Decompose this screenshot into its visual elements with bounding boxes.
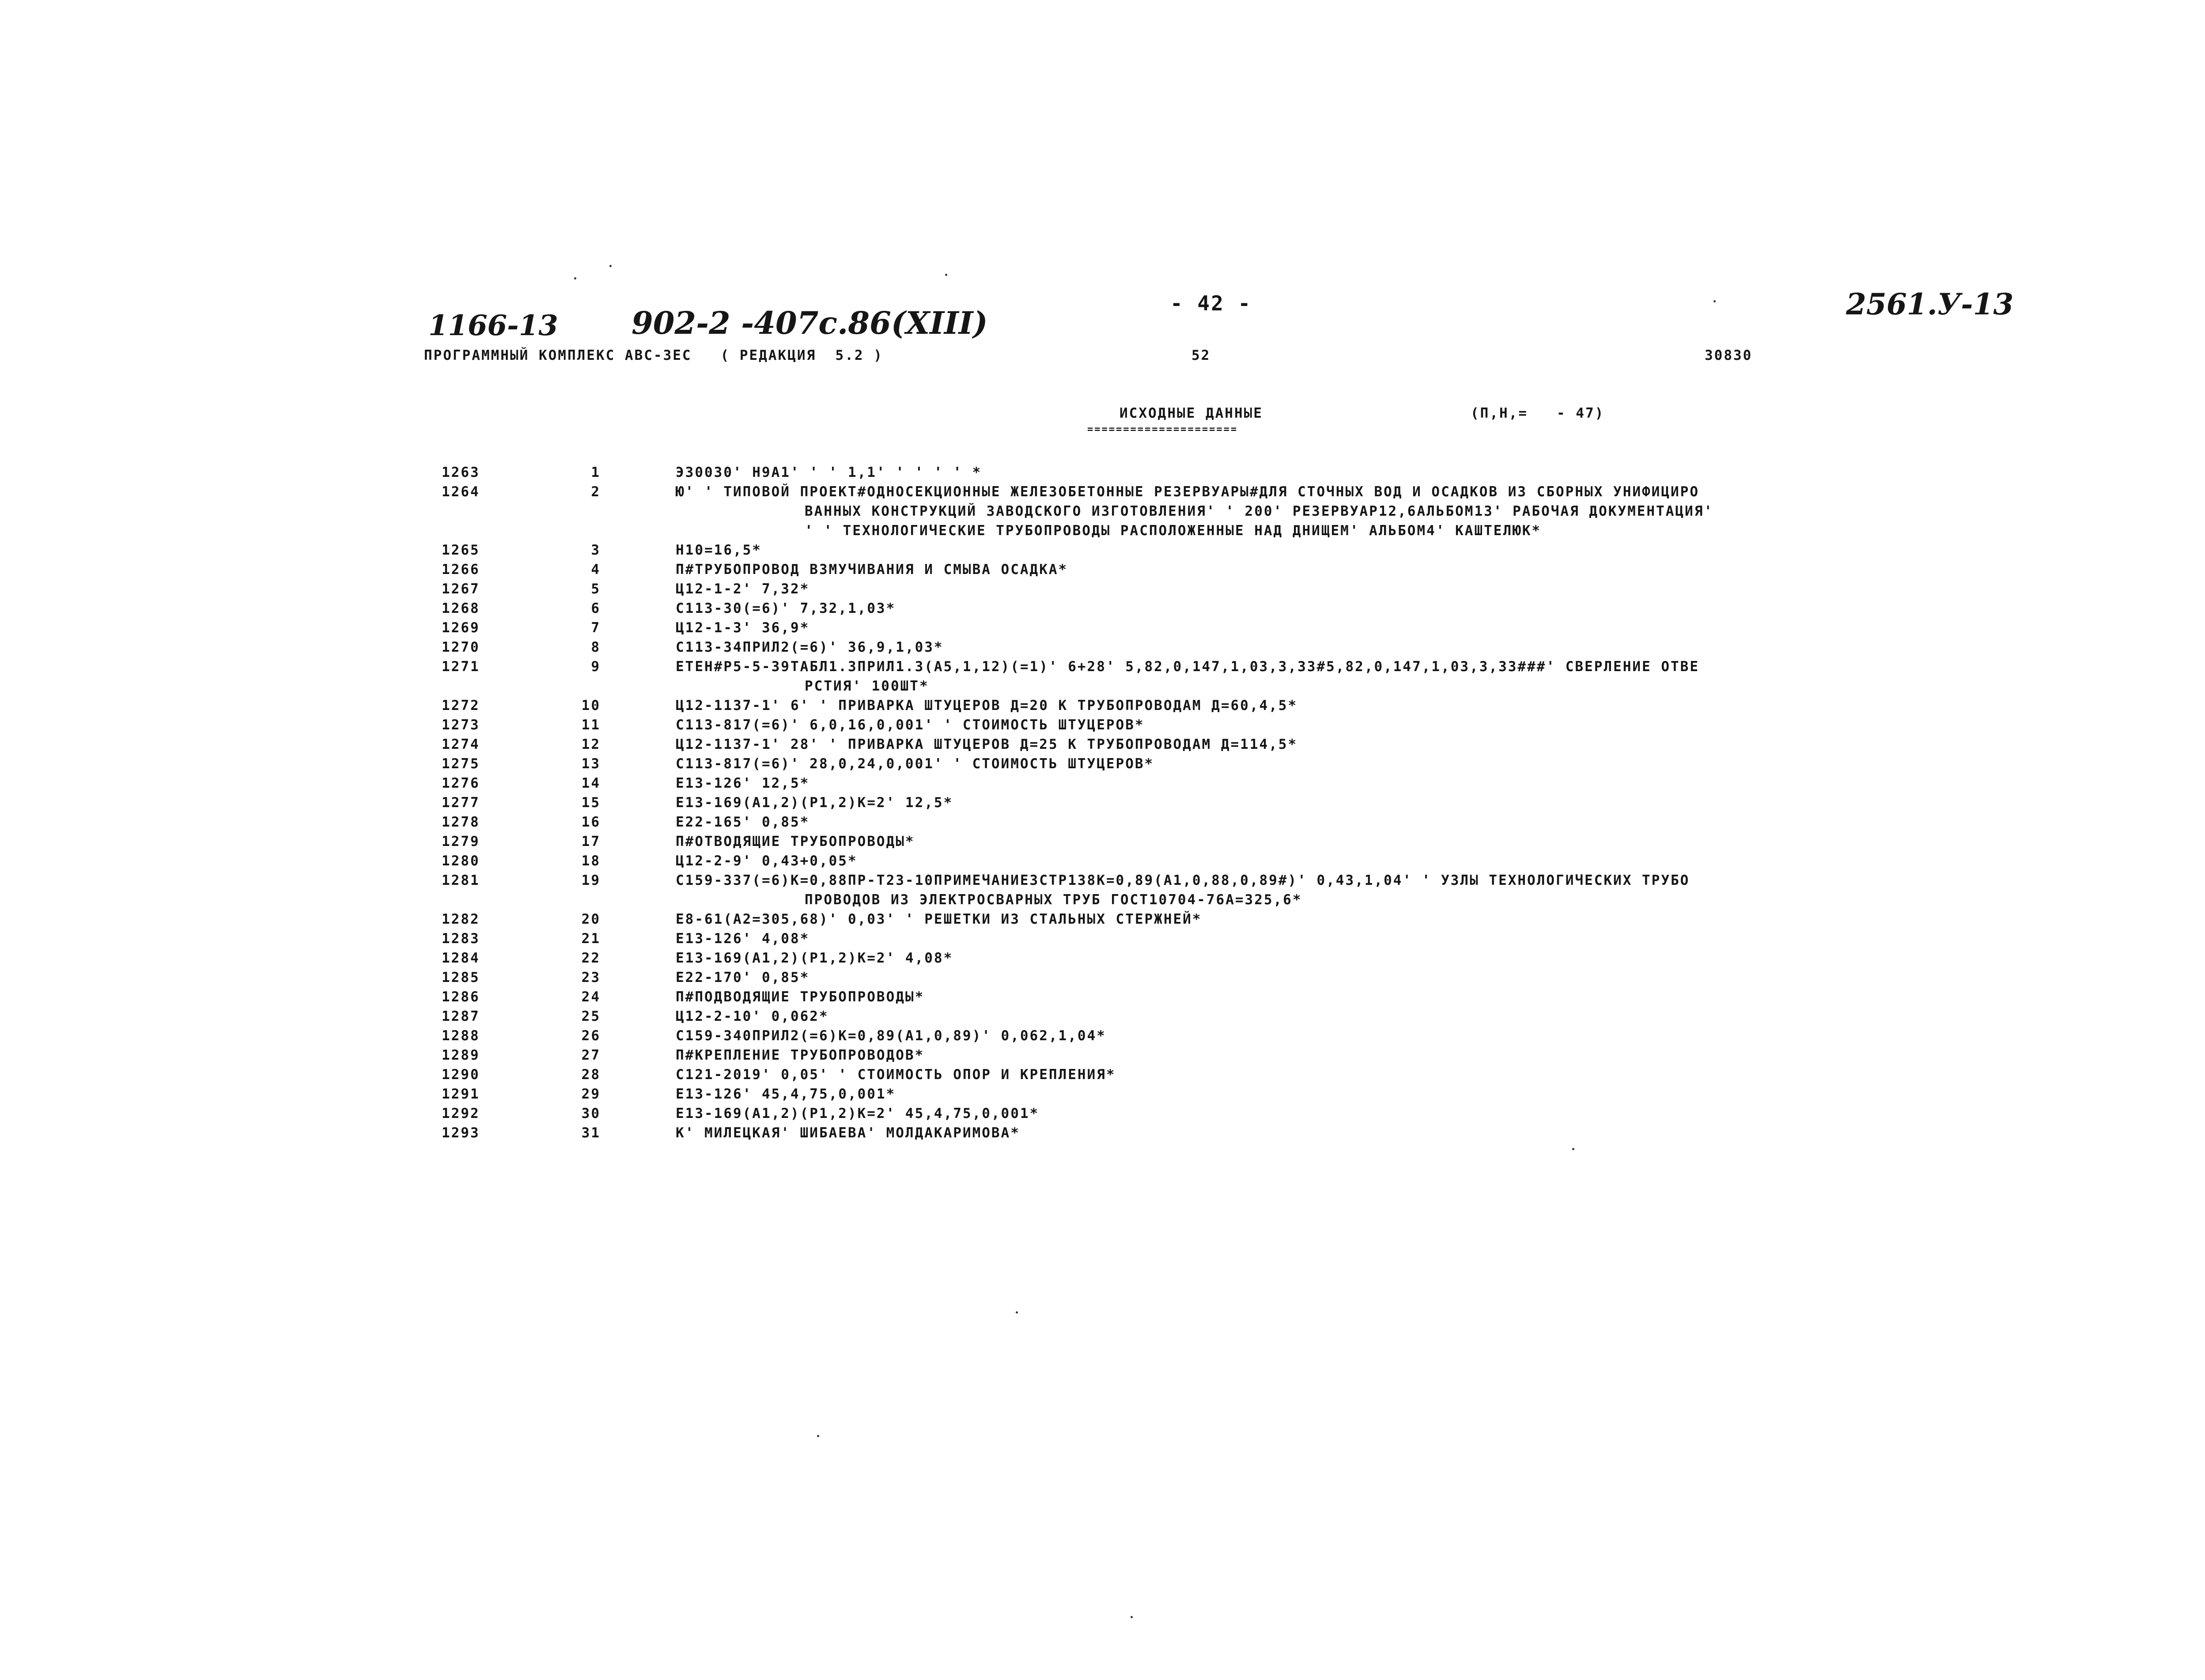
statement-number: 14 [581, 775, 601, 791]
line-number: 1274 [442, 736, 480, 752]
scan-speck [609, 265, 612, 267]
statement-number: 27 [581, 1047, 601, 1063]
line-number: 1264 [442, 484, 480, 500]
handwritten-sheet-number-right: 2561.У-13 [1846, 287, 2014, 321]
statement-text: Е22-165' 0,85* [676, 814, 810, 830]
line-number: 1271 [442, 659, 480, 675]
line-number: 1280 [442, 853, 480, 869]
listing-row [0, 774, 2205, 793]
statement-number: 21 [581, 931, 601, 947]
listing-row [0, 1007, 2205, 1026]
listing-row [0, 929, 2205, 948]
line-number: 1275 [442, 756, 480, 772]
scan-speck [817, 1435, 819, 1437]
statement-text: С113-817(=6)' 28,0,24,0,001' ' СТОИМОСТЬ ШТУЦЕРОВ* [676, 756, 1154, 772]
statement-text: Е8-61(А2=305,68)' 0,03' ' РЕШЕТКИ ИЗ СТАЛЬНЫХ СТЕРЖНЕЙ* [676, 911, 1202, 927]
line-number: 1267 [442, 581, 480, 597]
statement-number: 9 [591, 659, 601, 675]
statement-number: 7 [591, 620, 601, 636]
listing-row [0, 793, 2205, 812]
listing-row [0, 851, 2205, 871]
line-number: 1272 [442, 698, 480, 714]
statement-text: Э30030' Н9А1' ' ' 1,1' ' ' ' ' * [676, 464, 982, 480]
statement-number: 30 [581, 1106, 601, 1121]
line-number: 1286 [442, 989, 480, 1005]
line-number: 1289 [442, 1047, 480, 1063]
statement-text: РСТИЯ' 100ШТ* [805, 678, 929, 694]
statement-number: 5 [591, 581, 601, 597]
statement-number: 1 [591, 464, 601, 480]
scan-speck [1713, 300, 1716, 302]
statement-text: Ц12-2-10' 0,062* [676, 1008, 829, 1024]
listing-row [0, 968, 2205, 987]
listing-row [0, 560, 2205, 579]
listing-row [0, 599, 2205, 618]
line-number: 1268 [442, 600, 480, 616]
statement-text: П#КРЕПЛЕНИЕ ТРУБОПРОВОДОВ* [676, 1047, 925, 1063]
statement-number: 17 [581, 834, 601, 849]
statement-text: Н10=16,5* [676, 542, 762, 558]
statement-text: Е13-169(А1,2)(Р1,2)К=2' 4,08* [676, 950, 953, 966]
statement-number: 24 [581, 989, 601, 1005]
listing-row [0, 987, 2205, 1007]
statement-number: 11 [581, 717, 601, 733]
line-number: 1278 [442, 814, 480, 830]
listing-row [0, 1046, 2205, 1065]
statement-text: Е13-126' 4,08* [676, 931, 810, 947]
line-number: 1263 [442, 464, 480, 480]
statement-text: Е13-126' 45,4,75,0,001* [676, 1086, 896, 1102]
statement-text: ' ' ТЕХНОЛОГИЧЕСКИЕ ТРУБОПРОВОДЫ РАСПОЛОЖЕННЫЕ НАД ДНИЩЕМ' АЛЬБОМ4' КАШТЕЛЮК* [805, 523, 1542, 539]
line-number: 1269 [442, 620, 480, 636]
line-number: 1284 [442, 950, 480, 966]
section-title: ИСХОДНЫЕ ДАННЫЕ [1120, 405, 1263, 421]
statement-number: 2 [591, 484, 601, 500]
line-number: 1288 [442, 1028, 480, 1044]
statement-number: 29 [581, 1086, 601, 1102]
line-number: 1273 [442, 717, 480, 733]
statement-text: С121-2019' 0,05' ' СТОИМОСТЬ ОПОР И КРЕПЛЕНИЯ* [676, 1067, 1116, 1083]
line-number: 1282 [442, 911, 480, 927]
handwritten-project-code: 902-2 -407с.86(XIII) [632, 305, 988, 341]
listing-row [0, 735, 2205, 754]
listing-continuation-row [0, 521, 2205, 540]
statement-number: 26 [581, 1028, 601, 1044]
statement-text: Ю' ' ТИПОВОЙ ПРОЕКТ#ОДНОСЕКЦИОННЫЕ ЖЕЛЕЗОБЕТОННЫЕ РЕЗЕРВУАРЫ#ДЛЯ СТОЧНЫХ ВОД И ОСАДКОВ ИЗ СБОРНЫХ УНИФИЦИРО [676, 484, 1700, 500]
listing-row [0, 754, 2205, 774]
statement-number: 19 [581, 872, 601, 888]
handwritten-sheet-number-left: 1166-13 [428, 309, 558, 342]
listing-row [0, 638, 2205, 657]
statement-text: Ц12-1137-1' 6' ' ПРИВАРКА ШТУЦЕРОВ Д=20 К ТРУБОПРОВОДАМ Д=60,4,5* [676, 698, 1298, 714]
statement-number: 18 [581, 853, 601, 869]
statement-number: 22 [581, 950, 601, 966]
line-number: 1291 [442, 1086, 480, 1102]
line-number: 1285 [442, 970, 480, 985]
statement-text: С113-34ПРИЛ2(=6)' 36,9,1,03* [676, 639, 944, 655]
program-line: ПРОГРАММНЫЙ КОМПЛЕКС АВС-ЗЕС ( РЕДАКЦИЯ 5.2 ) [424, 347, 883, 363]
page-number: - 42 - [1170, 291, 1252, 315]
line-number: 1279 [442, 834, 480, 849]
listing-continuation-row [0, 890, 2205, 910]
listing-row [0, 1026, 2205, 1046]
statement-number: 8 [591, 639, 601, 655]
statement-number: 12 [581, 736, 601, 752]
statement-text: С159-340ПРИЛ2(=6)К=0,89(А1,0,89)' 0,062,1,04* [676, 1028, 1106, 1044]
listing-row [0, 579, 2205, 599]
listing-row [0, 540, 2205, 560]
listing-row [0, 618, 2205, 638]
program-id: 30830 [1705, 347, 1753, 363]
listing-row [0, 1123, 2205, 1143]
section-reference: (П,Н,= - 47) [1471, 405, 1605, 421]
line-number: 1266 [442, 562, 480, 578]
statement-text: ПРОВОДОВ ИЗ ЭЛЕКТРОСВАРНЫХ ТРУБ ГОСТ10704-76А=325,6* [805, 892, 1302, 908]
statement-text: П#ПОДВОДЯЩИЕ ТРУБОПРОВОДЫ* [676, 989, 925, 1005]
statement-text: Ц12-1-2' 7,32* [676, 581, 810, 597]
statement-text: П#ОТВОДЯЩИЕ ТРУБОПРОВОДЫ* [676, 834, 915, 849]
section-title-underline: ===================== [1087, 424, 1238, 435]
line-number: 1293 [442, 1125, 480, 1141]
listing-row [0, 1084, 2205, 1104]
line-number: 1287 [442, 1008, 480, 1024]
statement-number: 28 [581, 1067, 601, 1083]
listing-row [0, 696, 2205, 715]
statement-number: 6 [591, 600, 601, 616]
statement-number: 31 [581, 1125, 601, 1141]
listing-row [0, 482, 2205, 502]
scan-speck [1016, 1311, 1018, 1314]
statement-number: 16 [581, 814, 601, 830]
scan-speck [945, 274, 947, 276]
listing-row [0, 1065, 2205, 1084]
statement-text: С113-817(=6)' 6,0,16,0,001' ' СТОИМОСТЬ ШТУЦЕРОВ* [676, 717, 1145, 733]
line-number: 1276 [442, 775, 480, 791]
line-number: 1281 [442, 872, 480, 888]
listing-row [0, 463, 2205, 482]
statement-number: 10 [581, 698, 601, 714]
scan-speck [574, 277, 576, 279]
listing-row [0, 871, 2205, 890]
line-number: 1265 [442, 542, 480, 558]
listing-continuation-row [0, 502, 2205, 521]
statement-text: Е13-169(А1,2)(Р1,2)К=2' 45,4,75,0,001* [676, 1106, 1040, 1121]
statement-number: 3 [591, 542, 601, 558]
statement-number: 25 [581, 1008, 601, 1024]
statement-text: Ц12-1-3' 36,9* [676, 620, 810, 636]
statement-text: ЕТЕН#Р5-5-39ТАБЛ1.3ПРИЛ1.3(А5,1,12)(=1)' 6+28' 5,82,0,147,1,03,3,33#5,82,0,147,1,03,3,33###' СВЕРЛЕНИЕ ОТВЕ [676, 659, 1700, 675]
statement-text: Е22-170' 0,85* [676, 970, 810, 985]
statement-text: С113-30(=6)' 7,32,1,03* [676, 600, 896, 616]
scan-speck [1572, 1148, 1574, 1150]
statement-text: Ц12-1137-1' 28' ' ПРИВАРКА ШТУЦЕРОВ Д=25 К ТРУБОПРОВОДАМ Д=114,5* [676, 736, 1298, 752]
listing-row [0, 948, 2205, 968]
statement-number: 20 [581, 911, 601, 927]
line-number: 1270 [442, 639, 480, 655]
statement-text: Ц12-2-9' 0,43+0,05* [676, 853, 858, 869]
statement-text: Е13-169(А1,2)(Р1,2)К=2' 12,5* [676, 795, 953, 811]
input-data-listing [0, 463, 2205, 1143]
line-number: 1290 [442, 1067, 480, 1083]
statement-number: 4 [591, 562, 601, 578]
statement-text: ВАННЫХ КОНСТРУКЦИЙ ЗАВОДСКОГО ИЗГОТОВЛЕНИЯ' ' 200' РЕЗЕРВУАР12,6АЛЬБОМ13' РАБОЧАЯ ДОКУМЕНТАЦИЯ' [805, 503, 1714, 519]
line-number: 1292 [442, 1106, 480, 1121]
statement-text: П#ТРУБОПРОВОД ВЗМУЧИВАНИЯ И СМЫВА ОСАДКА* [676, 562, 1068, 578]
statement-number: 13 [581, 756, 601, 772]
statement-text: Е13-126' 12,5* [676, 775, 810, 791]
listing-row [0, 812, 2205, 832]
listing-row [0, 1104, 2205, 1123]
statement-number: 23 [581, 970, 601, 985]
statement-text: С159-337(=6)К=0,88ПР-Т23-10ПРИМЕЧАНИЕ3СТР138К=0,89(А1,0,88,0,89#)' 0,43,1,04' ' УЗЛЫ ТЕХНОЛОГИЧЕСКИХ ТРУБО [676, 872, 1690, 888]
listing-continuation-row [0, 676, 2205, 696]
statement-text: К' МИЛЕЦКАЯ' ШИБАЕВА' МОЛДАКАРИМОВА* [676, 1125, 1020, 1141]
program-code: 52 [1191, 347, 1211, 363]
listing-row [0, 715, 2205, 735]
scan-speck [1131, 1616, 1133, 1618]
listing-row [0, 657, 2205, 676]
line-number: 1283 [442, 931, 480, 947]
line-number: 1277 [442, 795, 480, 811]
statement-number: 15 [581, 795, 601, 811]
listing-row [0, 910, 2205, 929]
listing-row [0, 832, 2205, 851]
